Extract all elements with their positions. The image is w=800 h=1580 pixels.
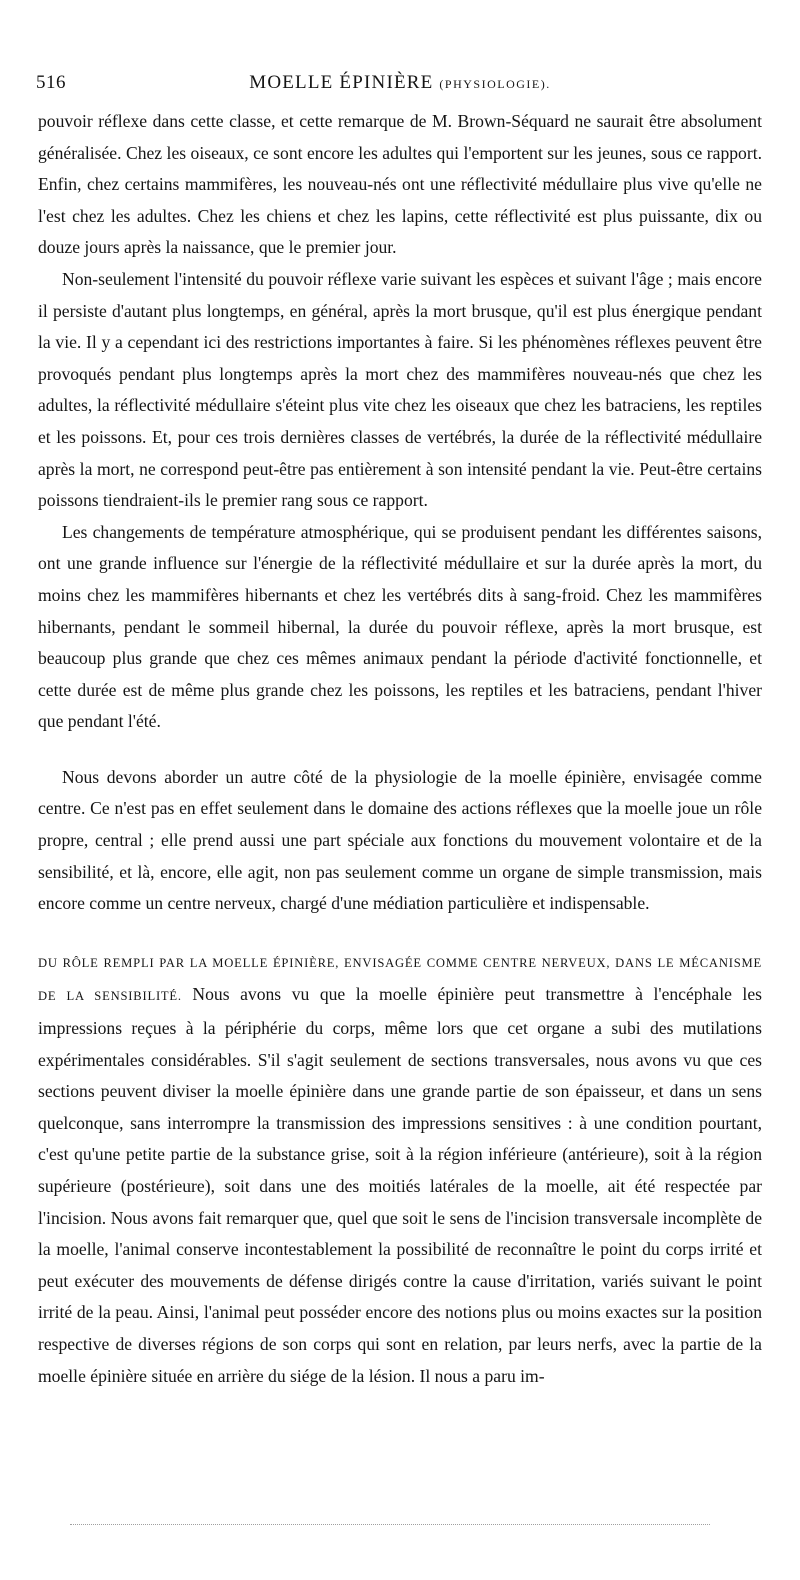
paragraph-centre: Nous devons aborder un autre côté de la physiologie de la moelle épinière, envisagée comme centre. Ce n'est pas en effet seulement dans le domaine des actions réflexes que la moelle joue un rôle propre, central ; elle prend aussi une part spéciale aux fonctions du mouvement volontaire et de la sensibilité, et là, encore, elle agit, non pas seulement comme un organe de simple transmission, mais encore comme un centre nerveux, chargé d'une médiation particulière et indispensable. [38,766,762,914]
running-title [36,72,764,94]
section-gap [38,920,762,946]
running-title-subtitle: (PHYSIOLOGIE). [439,77,551,91]
paragraph-sensibility [38,946,762,1392]
footer-dotted-rule [70,1524,710,1525]
paragraph-reflex-persistence: Non-seulement l'intensité du pouvoir réflexe varie suivant les espèces et suivant l'âge ; mais encore il persiste d'autant plus longtemps, en général, après la mort brusque, qu'il est plus énergique pendant la vie. Il y a cependant ici des restrictions importantes à faire. Si les phénomènes réflexes peuvent être provoqués pendant plus longtemps après la mort chez des mammifères nouveau-nés que chez les adultes, la réflectivité médullaire s'éteint plus vite chez les oiseaux que chez les batraciens, les reptiles et les poissons. Et, pour ces trois dernières classes de vertébrés, la durée de la réflectivité médullaire après la mort, ne correspond peut-être pas entièrement à son intensité pendant la vie. Peut-être certains poissons tiendraient-ils le premier rang sous ce rapport. [38,268,762,511]
section-heading: DU RÔLE REMPLI PAR LA MOELLE ÉPINIÈRE, ENVISAGÉE COMME CENTRE NERVEUX, DANS LE MÉCANISME DE LA SENSIBILITÉ. [38,955,762,1004]
paragraph-gap [38,738,762,762]
paragraph-sensibility-text: Nous avons vu que la moelle épinière peut transmettre à l'encéphale les impressions reçues à la périphérie du corps, même lors que cet organe a subi des mutilations expérimentales considérables. S'il s'agit seulement de sections transversales, nous avons vu que ces sections peuvent diviser la moelle épinière dans une grande partie de son épaisseur, et dans un sens quelconque, sans interrompre la transmission des impressions sensitives : à une condition pourtant, c'est qu'une petite partie de la substance grise, soit à la région inférieure (antérieure), soit à la région supérieure (postérieure), soit dans une des moitiés latérales de la moelle, ait été respectée par l'incision. Nous avons fait remarquer que, quel que soit le sens de l'incision transversale incomplète de la moelle, l'animal conserve incontestablement la possibilité de reconnaître le point du corps irrité et peut exécuter des mouvements de défense dirigés contre la cause d'irritation, variés suivant le point irrité de la peau. Ainsi, l'animal peut posséder encore des notions plus ou moins exactes sur la position respective de diverses régions de son corps qui sont en relation, par leurs nerfs, avec la partie de la moelle épinière située en arrière du siége de la lésion. Il nous a paru im- [38,984,762,1386]
running-title-main: MOELLE ÉPINIÈRE [249,72,434,93]
page-number: 516 [36,72,66,93]
body-text [38,106,762,1392]
running-head [36,72,764,102]
paragraph-reflex-classes: pouvoir réflexe dans cette classe, et cette remarque de M. Brown-Séquard ne saurait être absolument généralisée. Chez les oiseaux, ce sont encore les adultes qui l'emportent sur les jeunes, sous ce rapport. Enfin, chez certains mammifères, les nouveau-nés ont une réflectivité médullaire plus vive qu'elle ne l'est chez les adultes. Chez les chiens et chez les lapins, cette réflectivité est plus puissante, dix ou douze jours après la naissance, que le premier jour. [38,111,762,258]
paragraph-temperature: Les changements de température atmosphérique, qui se produisent pendant les différentes saisons, ont une grande influence sur l'énergie de la réflectivité médullaire et sur la durée après la mort, du moins chez les mammifères hibernants et chez les vertébrés dits à sang-froid. Chez les mammifères hibernants, pendant le sommeil hibernal, la durée du pouvoir réflexe, après la mort brusque, est beaucoup plus grande que chez ces mêmes animaux pendant la période d'activité fonctionnelle, et cette durée est de même plus grande chez les poissons, les reptiles et les batraciens, pendant l'hiver que pendant l'été. [38,521,762,732]
